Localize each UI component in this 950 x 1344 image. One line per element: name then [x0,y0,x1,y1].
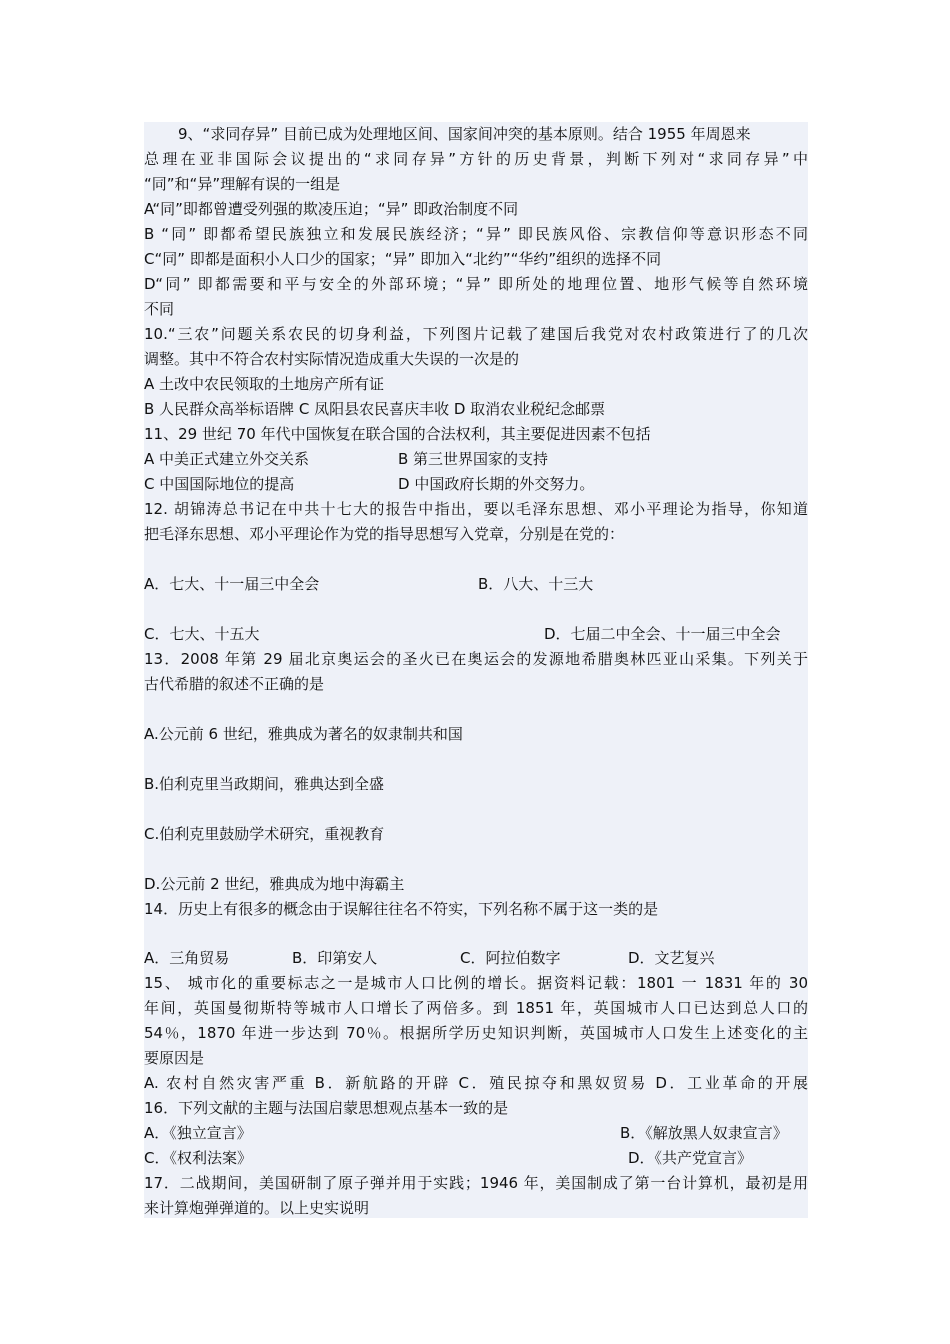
q17-stem-line2: 来计算炮弹弹道的。以上史实说明 [144,1199,370,1217]
q16-option-d: D．《共产党宣言》 [628,1149,753,1167]
q11-option-d: D 中国政府长期的外交努力。 [398,475,595,493]
q10-options-bcd: B 人民群众高举标语牌 C 凤阳县农民喜庆丰收 D 取消农业税纪念邮票 [144,400,606,418]
q9-stem-line2: 总理在亚非国际会议提出的“求同存异”方针的历史背景，判断下列对“求同存异”中 [144,150,808,168]
q11-option-c: C 中国国际地位的提高 [144,475,295,493]
q12-option-b: B．八大、十三大 [478,575,594,593]
q12-stem-line1: 12. 胡锦涛总书记在中共十七大的报告中指出，要以毛泽东思想、邓小平理论为指导，你知道 [144,500,808,518]
q16-option-b: B．《解放黑人奴隶宣言》 [620,1124,788,1142]
q12-option-d: D．七届二中全会、十一届三中全会 [544,625,781,643]
q15-stem-line1: 15、 城市化的重要标志之一是城市人口比例的增长。据资料记载：1801 一 1831 年的 30 [144,974,808,992]
q12-options-ab [144,572,808,597]
q13-stem-line2: 古代希腊的叙述不正确的是 [144,675,325,693]
q11-stem: 11、29 世纪 70 年代中国恢复在联合国的合法权利，其主要促进因素不包括 [144,425,651,443]
q17-stem-line1: 17．二战期间，美国研制了原子弹并用于实践；1946 年，美国制成了第一台计算机，最初是用 [144,1174,808,1192]
q14-option-d: D．文艺复兴 [628,949,715,967]
q16-option-a: A．《独立宣言》 [144,1124,252,1142]
q10-stem-line1: 10.“三农”问题关系农民的切身利益，下列图片记载了建国后我党对农村政策进行了的几次 [144,325,808,343]
q9-option-d-line1: D“同” 即都需要和平与安全的外部环境；“异” 即所处的地理位置、地形气候等自然环境 [144,275,808,293]
q16-options-ab [144,1121,808,1146]
q9-stem-line1: 9、“求同存异” 目前已成为处理地区间、国家间冲突的基本原则。结合 1955 年周恩来 [178,125,751,143]
q9-option-c: C“同” 即都是面积小人口少的国家；“异” 即加入“北约”“华约”组织的选择不同 [144,250,662,268]
q14-stem: 14．历史上有很多的概念由于误解往往名不符实，下列名称不属于这一类的是 [144,900,659,918]
q13-option-b: B.伯利克里当政期间，雅典达到全盛 [144,775,385,793]
q13-option-d: D.公元前 2 世纪，雅典成为地中海霸主 [144,875,405,893]
q11-options-ab [144,447,808,472]
q10-option-a: A 土改中农民领取的土地房产所有证 [144,375,385,393]
q15-stem-line4: 要原因是 [144,1049,205,1067]
q9-option-d-line2: 不同 [144,300,175,318]
q15-stem-line2: 年间，英国曼彻斯特等城市人口增长了两倍多。到 1851 年，英国城市人口已达到总人口的 [144,999,808,1017]
q12-stem-line2: 把毛泽东思想、邓小平理论作为党的指导思想写入党章，分别是在党的： [144,525,625,543]
q16-option-c: C．《权利法案》 [144,1149,252,1167]
q13-option-c: C.伯利克里鼓励学术研究，重视教育 [144,825,385,843]
q10-stem-line2: 调整。其中不符合农村实际情况造成重大失误的一次是的 [144,350,520,368]
q9-option-b: B “同” 即都希望民族独立和发展民族经济；“异” 即民族风俗、宗教信仰等意识形态不同 [144,225,808,243]
q14-option-c: C．阿拉伯数字 [460,949,561,967]
q12-option-a: A．七大、十一届三中全会 [144,575,320,593]
q12-option-c: C．七大、十五大 [144,625,260,643]
q12-options-cd [144,622,808,647]
q14-option-b: B．印第安人 [292,949,378,967]
q15-stem-line3: 54％，1870 年进一步达到 70％。根据所学历史知识判断，英国城市人口发生上述变化的主 [144,1024,808,1042]
q11-options-cd [144,472,808,497]
q16-options-cd [144,1146,808,1171]
q9-option-a: A“同”即都曾遭受列强的欺凌压迫；“异” 即政治制度不同 [144,200,519,218]
q13-option-a: A.公元前 6 世纪，雅典成为著名的奴隶制共和国 [144,725,463,743]
q13-stem-line1: 13．2008 年第 29 届北京奥运会的圣火已在奥运会的发源地希腊奥林匹亚山采集。下列关于 [144,650,808,668]
q11-option-b: B 第三世界国家的支持 [398,450,549,468]
q11-option-a: A 中美正式建立外交关系 [144,450,310,468]
q14-option-a: A．三角贸易 [144,949,230,967]
q9-stem-line3: “同”和“异”理解有误的一组是 [144,175,341,193]
q14-options [144,946,808,971]
q15-options: A. 农村自然灾害严重 B．新航路的开辟 C．殖民掠夺和黑奴贸易 D．工业革命的开展 [144,1074,808,1092]
q16-stem: 16．下列文献的主题与法国启蒙思想观点基本一致的是 [144,1099,509,1117]
